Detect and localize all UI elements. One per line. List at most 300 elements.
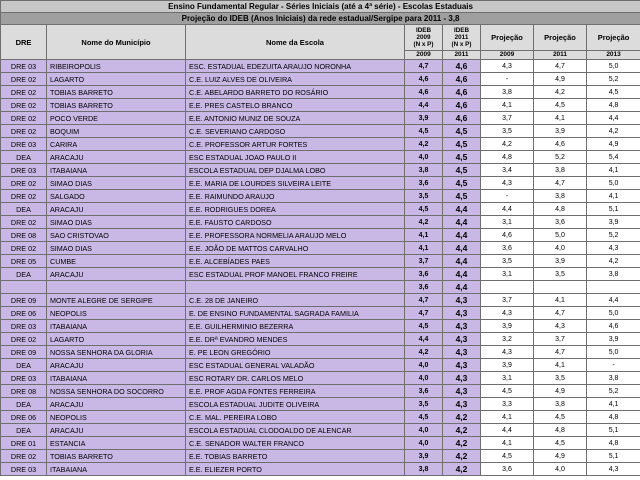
page-title: Ensino Fundamental Regular - Séries Iniciais (até a 4ª série) - Escolas Estaduais xyxy=(1,1,640,13)
cell-projecao-2011: 4,2 xyxy=(534,86,587,99)
cell-projecao-2013: 4,8 xyxy=(587,411,640,424)
cell-escola: C.E. LUIZ ALVES DE OLIVEIRA xyxy=(186,73,405,86)
cell-projecao-2009: 4,5 xyxy=(481,385,534,398)
table-row xyxy=(1,268,640,281)
cell-projecao-2009: 3,5 xyxy=(481,125,534,138)
cell-ideb-2011: 4,5 xyxy=(443,164,481,177)
cell-municipio: CUMBE xyxy=(47,255,186,268)
cell-municipio: ESTANCIA xyxy=(47,437,186,450)
cell-ideb-2009: 4,6 xyxy=(405,86,443,99)
cell-escola: E.E. PRES CASTELO BRANCO xyxy=(186,99,405,112)
cell-ideb-2011: 4,3 xyxy=(443,359,481,372)
cell-ideb-2009: 4,5 xyxy=(405,320,443,333)
cell-municipio: ARACAJU xyxy=(47,359,186,372)
cell-municipio: POCO VERDE xyxy=(47,112,186,125)
cell-municipio: NEOPOLIS xyxy=(47,307,186,320)
cell-escola: E. DE ENSINO FUNDAMENTAL SAGRADA FAMILIA xyxy=(186,307,405,320)
cell-dre: DEA xyxy=(1,151,47,164)
year-ideb-2009: 2009 xyxy=(405,51,443,60)
cell-projecao-2009: - xyxy=(481,190,534,203)
cell-ideb-2011: 4,3 xyxy=(443,294,481,307)
cell-projecao-2013: 5,2 xyxy=(587,229,640,242)
cell-escola: C.E. ABELARDO BARRETO DO ROSÁRIO xyxy=(186,86,405,99)
cell-ideb-2009: 4,5 xyxy=(405,125,443,138)
cell-ideb-2009: 3,6 xyxy=(405,385,443,398)
cell-dre: DEA xyxy=(1,424,47,437)
cell-ideb-2011: 4,5 xyxy=(443,177,481,190)
cell-projecao-2013: 4,9 xyxy=(587,138,640,151)
cell-projecao-2013: 5,1 xyxy=(587,424,640,437)
table-row xyxy=(1,112,640,125)
cell-dre: DEA xyxy=(1,203,47,216)
cell-projecao-2013: - xyxy=(587,359,640,372)
cell-projecao-2011: 3,5 xyxy=(534,268,587,281)
cell-ideb-2009: 3,6 xyxy=(405,177,443,190)
cell-escola: E.E. ANTONIO MUNIZ DE SOUZA xyxy=(186,112,405,125)
cell-projecao-2011: 4,9 xyxy=(534,450,587,463)
cell-ideb-2009: 4,0 xyxy=(405,437,443,450)
table-row xyxy=(1,424,640,437)
table-row xyxy=(1,190,640,203)
cell-municipio: ITABAIANA xyxy=(47,463,186,476)
cell-projecao-2011: 4,1 xyxy=(534,112,587,125)
cell-projecao-2009: 4,3 xyxy=(481,177,534,190)
cell-municipio: ARACAJU xyxy=(47,268,186,281)
cell-municipio: ARACAJU xyxy=(47,398,186,411)
cell-ideb-2009: 4,1 xyxy=(405,242,443,255)
table-row xyxy=(1,372,640,385)
header-nxp: (N x P) xyxy=(451,41,472,48)
table-row xyxy=(1,320,640,333)
page-subtitle: Projeção do IDEB (Anos Iniciais) da rede estadual/Sergipe para 2011 - 3,8 xyxy=(1,13,640,25)
cell-escola: C.E. 28 DE JANEIRO xyxy=(186,294,405,307)
cell-projecao-2013: 5,2 xyxy=(587,385,640,398)
cell-projecao-2009: 3,8 xyxy=(481,86,534,99)
cell-escola: E.E. RODRIGUES DOREA xyxy=(186,203,405,216)
cell-escola: E.E. GUILHERMINIO BEZERRA xyxy=(186,320,405,333)
cell-municipio: ARACAJU xyxy=(47,203,186,216)
cell-municipio: LAGARTO xyxy=(47,73,186,86)
cell-ideb-2009: 4,7 xyxy=(405,60,443,73)
cell-ideb-2011: 4,2 xyxy=(443,411,481,424)
cell-projecao-2013: 4,4 xyxy=(587,294,640,307)
cell-escola: ESC ROTARY DR. CARLOS MELO xyxy=(186,372,405,385)
cell-escola: E.E. JOÃO DE MATTOS CARVALHO xyxy=(186,242,405,255)
cell-projecao-2009: 3,9 xyxy=(481,320,534,333)
cell-projecao-2011: 3,8 xyxy=(534,398,587,411)
table-row xyxy=(1,437,640,450)
cell-ideb-2011: 4,2 xyxy=(443,424,481,437)
cell-ideb-2009: 4,5 xyxy=(405,411,443,424)
cell-ideb-2011: 4,6 xyxy=(443,60,481,73)
cell-ideb-2011: 4,4 xyxy=(443,242,481,255)
cell-municipio: ITABAIANA xyxy=(47,320,186,333)
cell-projecao-2013: 5,0 xyxy=(587,307,640,320)
table-row xyxy=(1,255,640,268)
cell-ideb-2011: 4,6 xyxy=(443,99,481,112)
cell-dre: DRE 06 xyxy=(1,411,47,424)
cell-municipio: LAGARTO xyxy=(47,333,186,346)
cell-ideb-2009: 4,2 xyxy=(405,216,443,229)
cell-ideb-2009: 4,7 xyxy=(405,294,443,307)
cell-escola: E.E. PROFESSORA NORMELIA ARAUJO MELO xyxy=(186,229,405,242)
table-row xyxy=(1,138,640,151)
cell-dre: DRE 06 xyxy=(1,307,47,320)
cell-projecao-2013: 4,1 xyxy=(587,398,640,411)
header-ideb-year: 2011 xyxy=(454,34,469,41)
cell-projecao-2011: 3,8 xyxy=(534,190,587,203)
cell-ideb-2009: 4,2 xyxy=(405,138,443,151)
year-projecao-2009: 2009 xyxy=(481,51,534,60)
header-escola: Nome da Escola xyxy=(186,25,405,60)
cell-projecao-2011: 5,0 xyxy=(534,229,587,242)
cell-municipio: CARIRA xyxy=(47,138,186,151)
cell-dre: DRE 03 xyxy=(1,138,47,151)
cell-projecao-2013: 3,8 xyxy=(587,268,640,281)
cell-dre: DRE 02 xyxy=(1,190,47,203)
cell-ideb-2011: 4,3 xyxy=(443,398,481,411)
cell-ideb-2011: 4,3 xyxy=(443,385,481,398)
table-row xyxy=(1,216,640,229)
cell-ideb-2011: 4,4 xyxy=(443,229,481,242)
cell-dre: DRE 02 xyxy=(1,177,47,190)
cell-municipio: TOBIAS BARRETO xyxy=(47,99,186,112)
cell-dre: DRE 02 xyxy=(1,125,47,138)
cell-projecao-2013: 4,1 xyxy=(587,164,640,177)
cell-escola: E.E. ALCEBÍADES PAES xyxy=(186,255,405,268)
cell-dre: DRE 02 xyxy=(1,242,47,255)
cell-projecao-2011: 3,9 xyxy=(534,255,587,268)
cell-dre: DEA xyxy=(1,398,47,411)
cell-municipio xyxy=(47,281,186,294)
table-row xyxy=(1,125,640,138)
cell-escola: E.E. PROF AGDA FONTES FERREIRA xyxy=(186,385,405,398)
cell-escola xyxy=(186,281,405,294)
table-row xyxy=(1,411,640,424)
cell-escola: C.E. MAL. PEREIRA LOBO xyxy=(186,411,405,424)
cell-ideb-2009: 4,0 xyxy=(405,372,443,385)
cell-projecao-2013: 5,4 xyxy=(587,151,640,164)
cell-municipio: SAO CRISTOVAO xyxy=(47,229,186,242)
cell-projecao-2011: 3,5 xyxy=(534,372,587,385)
cell-dre: DRE 09 xyxy=(1,346,47,359)
cell-escola: E.E. DRª EVANDRO MENDES xyxy=(186,333,405,346)
header-projecao-2009: Projeção xyxy=(481,25,534,51)
cell-escola: E.E. FAUSTO CARDOSO xyxy=(186,216,405,229)
cell-escola: C.E. PROFESSOR ARTUR FORTES xyxy=(186,138,405,151)
table-row xyxy=(1,242,640,255)
cell-projecao-2009: 4,8 xyxy=(481,151,534,164)
cell-escola: ESCOLA ESTADUAL JUDITE OLIVEIRA xyxy=(186,398,405,411)
cell-projecao-2009: 4,2 xyxy=(481,138,534,151)
cell-escola: E. PE LEON GREGÓRIO xyxy=(186,346,405,359)
header-dre: DRE xyxy=(1,25,47,60)
cell-projecao-2009: 4,5 xyxy=(481,450,534,463)
cell-ideb-2011: 4,4 xyxy=(443,281,481,294)
table-row xyxy=(1,294,640,307)
cell-projecao-2013: 4,3 xyxy=(587,463,640,476)
cell-projecao-2013: 5,2 xyxy=(587,73,640,86)
cell-projecao-2009: 4,4 xyxy=(481,203,534,216)
cell-projecao-2011: 4,0 xyxy=(534,242,587,255)
header-ideb-label: IDEB xyxy=(453,27,470,34)
table-row xyxy=(1,164,640,177)
year-projecao-2011: 2011 xyxy=(534,51,587,60)
table-row xyxy=(1,450,640,463)
cell-dre: DRE 05 xyxy=(1,255,47,268)
cell-ideb-2009: 4,6 xyxy=(405,73,443,86)
table-row xyxy=(1,281,640,294)
cell-projecao-2009: 4,3 xyxy=(481,346,534,359)
cell-projecao-2009: 4,6 xyxy=(481,229,534,242)
header-projecao-2013: Projeção xyxy=(587,25,640,51)
table-row xyxy=(1,385,640,398)
cell-ideb-2011: 4,6 xyxy=(443,86,481,99)
cell-projecao-2011: 4,0 xyxy=(534,463,587,476)
cell-ideb-2011: 4,6 xyxy=(443,73,481,86)
cell-projecao-2009: 3,1 xyxy=(481,372,534,385)
cell-projecao-2011: 3,8 xyxy=(534,164,587,177)
cell-dre: DRE 02 xyxy=(1,99,47,112)
cell-projecao-2009: 3,2 xyxy=(481,333,534,346)
cell-projecao-2013: 4,8 xyxy=(587,437,640,450)
cell-projecao-2013: 5,1 xyxy=(587,203,640,216)
table-row xyxy=(1,86,640,99)
cell-municipio: ITABAIANA xyxy=(47,164,186,177)
cell-dre: DEA xyxy=(1,268,47,281)
cell-escola: E.E. TOBIAS BARRETO xyxy=(186,450,405,463)
cell-ideb-2009: 4,0 xyxy=(405,151,443,164)
cell-ideb-2009: 3,5 xyxy=(405,398,443,411)
cell-projecao-2013: 5,0 xyxy=(587,60,640,73)
cell-projecao-2013: 3,9 xyxy=(587,333,640,346)
cell-ideb-2011: 4,5 xyxy=(443,138,481,151)
cell-ideb-2011: 4,5 xyxy=(443,190,481,203)
cell-projecao-2013: 5,1 xyxy=(587,450,640,463)
cell-projecao-2011: 4,7 xyxy=(534,346,587,359)
cell-municipio: SALGADO xyxy=(47,190,186,203)
header-ideb-2011 xyxy=(443,25,481,51)
cell-projecao-2011: 4,1 xyxy=(534,359,587,372)
cell-dre: DRE 02 xyxy=(1,86,47,99)
cell-ideb-2009: 4,0 xyxy=(405,424,443,437)
cell-projecao-2013: 4,2 xyxy=(587,255,640,268)
table-row xyxy=(1,229,640,242)
cell-ideb-2011: 4,3 xyxy=(443,372,481,385)
cell-projecao-2013: 4,2 xyxy=(587,125,640,138)
year-ideb-2011: 2011 xyxy=(443,51,481,60)
cell-projecao-2011: 4,9 xyxy=(534,385,587,398)
table-row xyxy=(1,99,640,112)
cell-dre: DRE 02 xyxy=(1,73,47,86)
cell-escola: ESC ESTADUAL JOAO PAULO II xyxy=(186,151,405,164)
cell-projecao-2009: 3,6 xyxy=(481,463,534,476)
cell-projecao-2009: 3,7 xyxy=(481,294,534,307)
cell-escola: ESC ESTADUAL PROF MANOEL FRANCO FREIRE xyxy=(186,268,405,281)
header-municipio: Nome do Município xyxy=(47,25,186,60)
cell-escola: E.E. MARIA DE LOURDES SILVEIRA LEITE xyxy=(186,177,405,190)
cell-municipio: NEOPOLIS xyxy=(47,411,186,424)
cell-ideb-2011: 4,4 xyxy=(443,216,481,229)
cell-projecao-2011: 4,8 xyxy=(534,424,587,437)
cell-municipio: NOSSA SENHORA DA GLORIA xyxy=(47,346,186,359)
cell-dre: DRE 09 xyxy=(1,294,47,307)
cell-dre: DRE 02 xyxy=(1,450,47,463)
cell-projecao-2013: 3,8 xyxy=(587,372,640,385)
cell-ideb-2009: 3,6 xyxy=(405,268,443,281)
cell-projecao-2011: 5,2 xyxy=(534,151,587,164)
cell-ideb-2009: 4,5 xyxy=(405,203,443,216)
cell-projecao-2011: 3,9 xyxy=(534,125,587,138)
cell-projecao-2009: 3,1 xyxy=(481,216,534,229)
table-row xyxy=(1,177,640,190)
table-row xyxy=(1,346,640,359)
table-row xyxy=(1,333,640,346)
cell-projecao-2009: 3,7 xyxy=(481,112,534,125)
cell-projecao-2013 xyxy=(587,281,640,294)
cell-projecao-2013: 4,8 xyxy=(587,99,640,112)
cell-escola: C.E. SEVERIANO CARDOSO xyxy=(186,125,405,138)
header-ideb-label: IDEB xyxy=(415,27,432,34)
table-row xyxy=(1,463,640,476)
cell-projecao-2009: - xyxy=(481,73,534,86)
cell-projecao-2009: 3,4 xyxy=(481,164,534,177)
cell-ideb-2009: 4,0 xyxy=(405,359,443,372)
cell-municipio: ITABAIANA xyxy=(47,372,186,385)
cell-projecao-2011: 3,6 xyxy=(534,216,587,229)
cell-escola: ESCOLA ESTADUAL DEP DJALMA LOBO xyxy=(186,164,405,177)
cell-projecao-2013: 4,4 xyxy=(587,112,640,125)
cell-ideb-2011: 4,2 xyxy=(443,450,481,463)
cell-projecao-2011: 4,6 xyxy=(534,138,587,151)
cell-projecao-2013: 5,0 xyxy=(587,177,640,190)
cell-municipio: SIMAO DIAS xyxy=(47,242,186,255)
cell-ideb-2011: 4,2 xyxy=(443,437,481,450)
cell-municipio: RIBEIROPOLIS xyxy=(47,60,186,73)
cell-ideb-2009: 3,8 xyxy=(405,164,443,177)
table-row xyxy=(1,307,640,320)
cell-ideb-2009: 3,5 xyxy=(405,190,443,203)
cell-ideb-2009: 3,9 xyxy=(405,450,443,463)
cell-escola: E.E. RAIMUNDO ARAUJO xyxy=(186,190,405,203)
cell-projecao-2013: 4,3 xyxy=(587,242,640,255)
cell-dre: DRE 01 xyxy=(1,437,47,450)
cell-ideb-2009: 4,4 xyxy=(405,333,443,346)
cell-ideb-2009: 3,8 xyxy=(405,463,443,476)
table-row xyxy=(1,151,640,164)
cell-projecao-2009: 3,1 xyxy=(481,268,534,281)
cell-projecao-2011: 4,5 xyxy=(534,411,587,424)
cell-projecao-2009: 3,9 xyxy=(481,359,534,372)
cell-projecao-2013: 3,9 xyxy=(587,216,640,229)
cell-escola: ESC ESTADUAL GENERAL VALADÃO xyxy=(186,359,405,372)
cell-ideb-2009: 4,2 xyxy=(405,346,443,359)
header-nxp: (N x P) xyxy=(413,41,434,48)
cell-projecao-2011: 4,8 xyxy=(534,203,587,216)
cell-projecao-2009: 4,4 xyxy=(481,424,534,437)
cell-ideb-2011: 4,4 xyxy=(443,203,481,216)
header-ideb-year: 2009 xyxy=(416,34,431,41)
cell-projecao-2011: 4,5 xyxy=(534,437,587,450)
cell-dre: DRE 03 xyxy=(1,463,47,476)
cell-projecao-2009: 3,6 xyxy=(481,242,534,255)
cell-municipio: BOQUIM xyxy=(47,125,186,138)
cell-projecao-2013: 5,0 xyxy=(587,346,640,359)
cell-projecao-2009: 4,1 xyxy=(481,411,534,424)
cell-dre xyxy=(1,281,47,294)
cell-ideb-2011: 4,5 xyxy=(443,125,481,138)
cell-dre: DRE 03 xyxy=(1,60,47,73)
cell-projecao-2009: 4,3 xyxy=(481,307,534,320)
cell-municipio: ARACAJU xyxy=(47,151,186,164)
cell-escola: ESCOLA ESTADUAL CLODOALDO DE ALENCAR xyxy=(186,424,405,437)
cell-dre: DRE 08 xyxy=(1,229,47,242)
cell-ideb-2011: 4,4 xyxy=(443,255,481,268)
cell-dre: DRE 03 xyxy=(1,372,47,385)
table-row xyxy=(1,398,640,411)
cell-dre: DEA xyxy=(1,359,47,372)
cell-projecao-2011: 4,7 xyxy=(534,60,587,73)
cell-escola: E.E. ELIEZER PORTO xyxy=(186,463,405,476)
cell-projecao-2009: 4,3 xyxy=(481,60,534,73)
cell-municipio: TOBIAS BARRETO xyxy=(47,86,186,99)
cell-ideb-2009: 4,4 xyxy=(405,99,443,112)
year-projecao-2013: 2013 xyxy=(587,51,640,60)
cell-municipio: SIMAO DIAS xyxy=(47,216,186,229)
cell-projecao-2011: 4,7 xyxy=(534,307,587,320)
cell-projecao-2011: 4,7 xyxy=(534,177,587,190)
cell-ideb-2009: 3,9 xyxy=(405,112,443,125)
cell-projecao-2011: 4,3 xyxy=(534,320,587,333)
table-row xyxy=(1,60,640,73)
cell-projecao-2011: 4,5 xyxy=(534,99,587,112)
cell-projecao-2009: 3,5 xyxy=(481,255,534,268)
header-ideb-2009 xyxy=(405,25,443,51)
cell-projecao-2013: 4,6 xyxy=(587,320,640,333)
cell-escola: C.E. SENADOR WALTER FRANCO xyxy=(186,437,405,450)
cell-municipio: SIMAO DIAS xyxy=(47,177,186,190)
cell-projecao-2011: 4,1 xyxy=(534,294,587,307)
cell-dre: DRE 02 xyxy=(1,112,47,125)
cell-projecao-2011: 3,7 xyxy=(534,333,587,346)
cell-municipio: MONTE ALEGRE DE SERGIPE xyxy=(47,294,186,307)
cell-projecao-2009: 4,1 xyxy=(481,437,534,450)
cell-ideb-2011: 4,3 xyxy=(443,333,481,346)
cell-dre: DRE 08 xyxy=(1,385,47,398)
cell-projecao-2011 xyxy=(534,281,587,294)
cell-dre: DRE 03 xyxy=(1,320,47,333)
cell-ideb-2011: 4,3 xyxy=(443,307,481,320)
cell-ideb-2009: 4,1 xyxy=(405,229,443,242)
cell-municipio: NOSSA SENHORA DO SOCORRO xyxy=(47,385,186,398)
cell-municipio: TOBIAS BARRETO xyxy=(47,450,186,463)
cell-ideb-2009: 3,7 xyxy=(405,255,443,268)
cell-escola: ESC. ESTADUAL EDEZUITA ARAUJO NORONHA xyxy=(186,60,405,73)
cell-ideb-2011: 4,5 xyxy=(443,151,481,164)
cell-dre: DRE 03 xyxy=(1,164,47,177)
table-row xyxy=(1,203,640,216)
cell-ideb-2011: 4,3 xyxy=(443,320,481,333)
cell-projecao-2013: 4,1 xyxy=(587,190,640,203)
cell-projecao-2009: 3,3 xyxy=(481,398,534,411)
cell-projecao-2013: 4,5 xyxy=(587,86,640,99)
cell-ideb-2011: 4,4 xyxy=(443,268,481,281)
table-row xyxy=(1,73,640,86)
cell-ideb-2011: 4,3 xyxy=(443,346,481,359)
cell-ideb-2011: 4,6 xyxy=(443,112,481,125)
cell-ideb-2011: 4,2 xyxy=(443,463,481,476)
header-projecao-2011: Projeção xyxy=(534,25,587,51)
